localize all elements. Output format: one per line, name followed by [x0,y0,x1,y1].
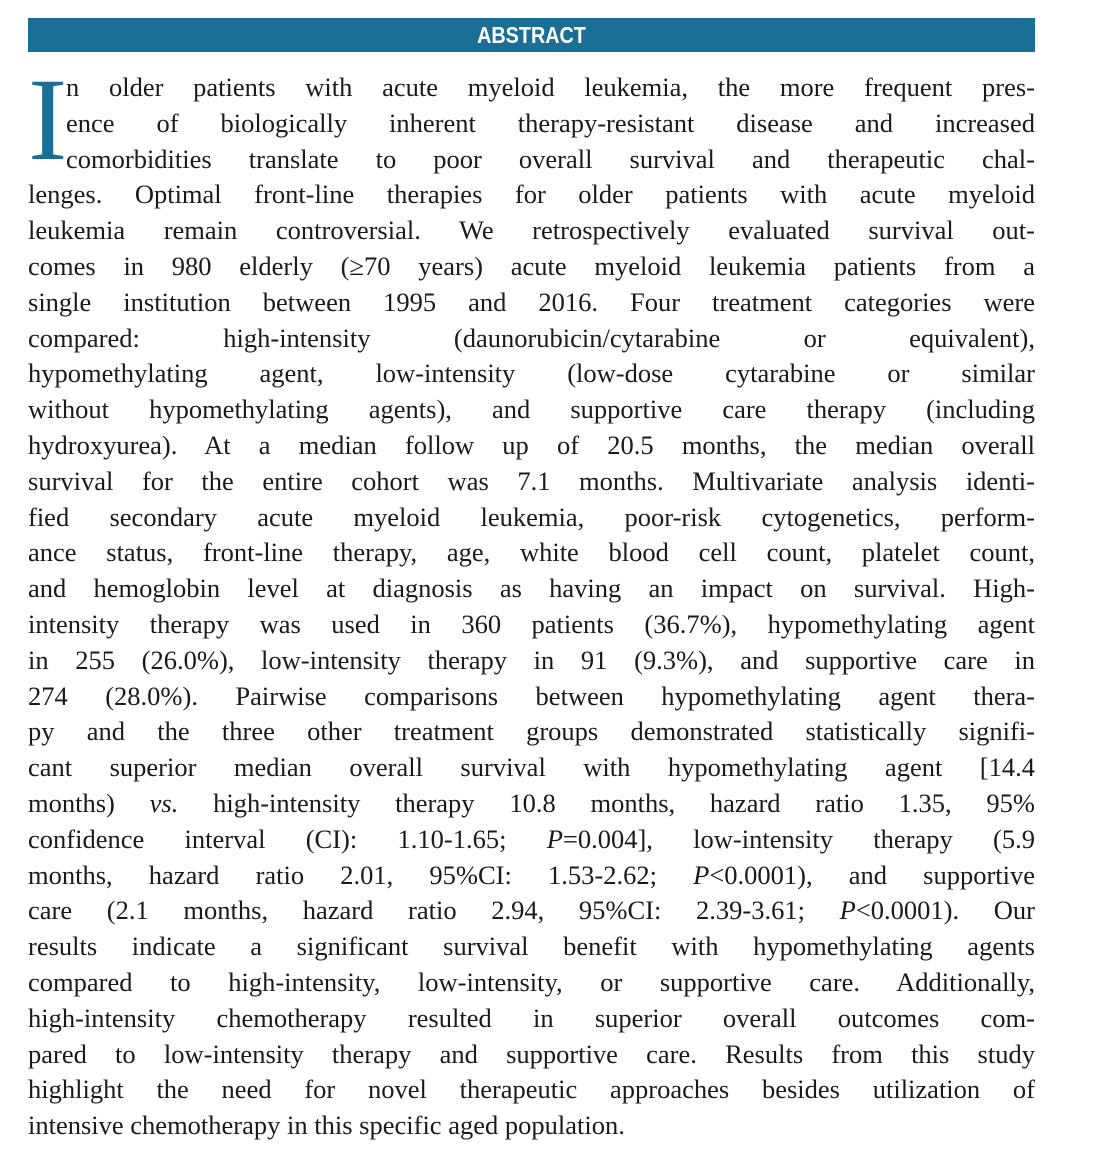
italic-p: P [693,859,710,890]
drop-cap: I [28,54,68,185]
italic-p: P [546,823,563,854]
abstract-line: hypomethylating agent, low-intensity (low-dose cytarabine or similar [28,358,1035,389]
abstract-line: compared: high-intensity (daunorubicin/cytarabine or equivalent), [28,322,1035,353]
abstract-line: ence of biologically inherent therapy-resistant disease and increased [66,107,1035,138]
abstract-line: without hypomethylating agents), and supportive care therapy (including [28,394,1035,425]
abstract-line: py and the three other treatment groups demonstrated statistically signifi- [28,716,1035,747]
abstract-line [28,858,1035,894]
abstract-line: compared to high-intensity, low-intensity, or supportive care. Additionally, [28,966,1035,997]
abstract-line: comorbidities translate to poor overall survival and therapeutic chal- [66,143,1035,174]
abstract-line: hydroxyurea). At a median follow up of 20.5 months, the median overall [28,429,1035,460]
line-text: care (2.1 months, hazard ratio 2.94, 95%CI: 2.39-3.61; [28,895,840,926]
abstract-line: fied secondary acute myeloid leukemia, poor-risk cytogenetics, perform- [28,501,1035,532]
abstract-line: 274 (28.0%). Pairwise comparisons between hypomethylating agent thera- [28,680,1035,711]
line-text: <0.0001), and supportive [709,859,1035,890]
line-text: <0.0001). Our [855,895,1035,926]
abstract-line: survival for the entire cohort was 7.1 months. Multivariate analysis identi- [28,465,1035,496]
line-text: months, hazard ratio 2.01, 95%CI: 1.53-2.62; [28,859,694,890]
line-text: high-intensity therapy 10.8 months, hazard ratio 1.35, 95% [178,787,1035,818]
abstract-header-bar [28,18,1035,52]
abstract-line: n older patients with acute myeloid leukemia, the more frequent pres- [66,72,1035,102]
abstract-line [28,893,1035,929]
abstract-line: cant superior median overall survival with hypomethylating agent [14.4 [28,752,1035,783]
abstract-line: and hemoglobin level at diagnosis as having an impact on survival. High- [28,573,1035,604]
abstract-line: comes in 980 elderly (≥70 years) acute myeloid leukemia patients from a [28,250,1035,281]
abstract-line: leukemia remain controversial. We retrospectively evaluated survival out- [28,215,1035,246]
italic-vs: vs. [149,787,179,818]
abstract-body [28,54,1035,1144]
italic-p: P [839,895,856,926]
abstract-line: high-intensity chemotherapy resulted in superior overall outcomes com- [28,1002,1035,1033]
line-text: =0.004], low-intensity therapy (5.9 [562,823,1035,854]
line-text: confidence interval (CI): 1.10-1.65; [28,823,547,854]
abstract-line: lenges. Optimal front-line therapies for older patients with acute myeloid [28,179,1035,210]
abstract-line [28,786,1035,822]
abstract-line: ance status, front-line therapy, age, white blood cell count, platelet count, [28,537,1035,568]
line-text: months) [28,787,150,818]
abstract-section [28,18,1035,1144]
abstract-line: single institution between 1995 and 2016. Four treatment categories were [28,286,1035,317]
abstract-line [28,822,1035,858]
abstract-line: highlight the need for novel therapeutic approaches besides utilization of [28,1074,1035,1105]
abstract-line: intensive chemotherapy in this specific aged population. [28,1110,625,1141]
abstract-line: in 255 (26.0%), low-intensity therapy in 91 (9.3%), and supportive care in [28,644,1035,675]
abstract-line: pared to low-intensity therapy and supportive care. Results from this study [28,1038,1035,1069]
abstract-line: intensity therapy was used in 360 patients (36.7%), hypomethylating agent [28,608,1035,639]
abstract-line: results indicate a significant survival benefit with hypomethylating agents [28,931,1035,962]
abstract-heading: ABSTRACT [98,18,964,52]
